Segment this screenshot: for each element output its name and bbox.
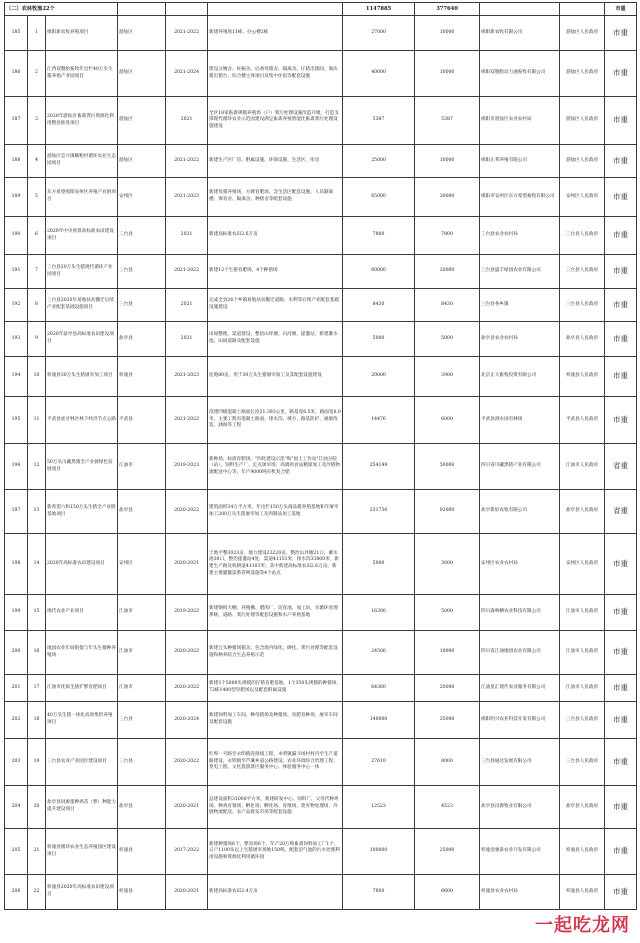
project-owner: 三台县盛丰绿园农业有限公司 xyxy=(480,255,560,289)
row-number: 199 xyxy=(5,595,28,631)
project-period: 2021-2022 xyxy=(166,397,208,444)
plan-investment: 10000 xyxy=(415,145,480,178)
table-row xyxy=(5,534,637,595)
project-period: 2020-2022 xyxy=(166,490,208,534)
project-content: 新建高标准农田2.6万亩 xyxy=(208,217,343,255)
project-area: 三台县 xyxy=(118,217,166,255)
section-total-investment: 1147885 xyxy=(343,3,415,16)
project-content: 新建万头种猪场猪舍、包含场内绿化、硬化、粪污处理等配套设施和种养结合生态养殖示范 xyxy=(208,631,343,675)
total-investment: 27610 xyxy=(343,739,415,786)
project-content: 新建高标准农田2.4万亩 xyxy=(208,875,343,910)
total-investment: 65000 xyxy=(343,178,415,217)
project-owner: 绵阳正邦养殖有限公司 xyxy=(480,145,560,178)
project-area: 游仙区 xyxy=(118,16,166,51)
row-sub-number: 13 xyxy=(28,490,46,534)
project-owner: 三台县各乡镇 xyxy=(480,289,560,322)
total-investment: 64360 xyxy=(343,675,415,702)
project-level: 市重 xyxy=(605,875,637,910)
project-period: 2021-2022 xyxy=(166,255,208,289)
project-name: 梓潼县循环农业生态养殖园区建设项目 xyxy=(46,829,118,875)
table-row xyxy=(5,289,637,322)
section-level: 市重 xyxy=(605,3,637,16)
responsible-unit: 平武县人民政府 xyxy=(560,397,605,444)
project-content: 新建种猪场6个、繁育场6个、年产20万吨畜禽饲料加工厂1个，日产1100头以上生猪屠宰场地150吨，配套沼气池的污水处理利用设施和资源化利用循环园 xyxy=(208,829,343,875)
responsible-unit: 江油市人民政府 xyxy=(560,595,605,631)
table-row xyxy=(5,217,637,255)
total-investment: 16300 xyxy=(343,595,415,631)
row-number: 194 xyxy=(5,357,28,397)
project-name: 新希望六和150万头生猪全产业链基地项目 xyxy=(46,490,118,534)
project-period: 2019-2022 xyxy=(166,595,208,631)
project-area: 三台县 xyxy=(118,289,166,322)
project-level: 市重 xyxy=(605,534,637,595)
project-content: 总建设面积31000平方米，新建研发中心、饲料厂、父母代种鸡场、种鸡育雏场、孵化场、孵化场、育维场、废弃物处理场，冷链物流配送、农产品批发市场等配套设施 xyxy=(208,786,343,829)
project-level: 省重 xyxy=(605,444,637,490)
plan-investment: 92000 xyxy=(415,490,480,534)
row-number: 205 xyxy=(5,829,28,875)
project-owner: 四川省江油地园农业有限公司 xyxy=(480,631,560,675)
responsible-unit: 江油市人民政府 xyxy=(560,631,605,675)
row-sub-number: 17 xyxy=(28,675,46,702)
total-investment: 27000 xyxy=(343,16,415,51)
table-row xyxy=(5,490,637,534)
project-period: 2020-2021 xyxy=(166,786,208,829)
table-row xyxy=(5,322,637,357)
table-row xyxy=(5,739,637,786)
total-investment: 231750 xyxy=(343,490,415,534)
project-table xyxy=(4,2,637,910)
project-level: 市重 xyxy=(605,289,637,322)
project-period: 2020-2022 xyxy=(166,675,208,702)
plan-investment: 3000 xyxy=(415,534,480,595)
table-row xyxy=(5,786,637,829)
plan-investment: 20000 xyxy=(415,255,480,289)
project-name: 2020年盐亭县高标准农田建设项目 xyxy=(46,322,118,357)
project-owner: 三台县通达发展有限公司 xyxy=(480,739,560,786)
row-sub-number: 5 xyxy=(28,178,46,217)
project-level: 市重 xyxy=(605,357,637,397)
row-number: 206 xyxy=(5,875,28,910)
project-area: 盐亭县 xyxy=(118,322,166,357)
project-period: 2017-2022 xyxy=(166,829,208,875)
row-number: 185 xyxy=(5,16,28,51)
project-owner: 绵阳明兴农业科技开发有限公司 xyxy=(480,702,560,739)
row-number: 190 xyxy=(5,217,28,255)
project-level: 市重 xyxy=(605,97,637,145)
project-name: 江西双胞胎畜牧年出栏40万头生猪养殖产业园项目 xyxy=(46,51,118,97)
project-owner: 梓潼金驰泰农业开发有限公司 xyxy=(480,829,560,875)
project-level: 市重 xyxy=(605,217,637,255)
responsible-unit: 游仙区人民政府 xyxy=(560,145,605,178)
plan-investment: 50000 xyxy=(415,444,480,490)
row-number: 188 xyxy=(5,145,28,178)
plan-investment: 10000 xyxy=(415,631,480,675)
responsible-unit: 三台县人民政府 xyxy=(560,289,605,322)
row-number: 196 xyxy=(5,444,28,490)
project-period: 2020-2022 xyxy=(166,739,208,786)
table-row xyxy=(5,357,637,397)
plan-investment: 10000 xyxy=(415,51,480,97)
section-header-row xyxy=(5,3,637,16)
project-area: 江油市 xyxy=(118,675,166,702)
project-owner: 绵阳双胞胎动力通畜牧有限公司 xyxy=(480,51,560,97)
responsible-unit: 盐亭县人民政府 xyxy=(560,322,605,357)
plan-investment: 25000 xyxy=(415,829,480,875)
project-owner: 绵阳新农牧有限公司 xyxy=(480,16,560,51)
project-area: 三台县 xyxy=(118,739,166,786)
total-investment: 100000 xyxy=(343,829,415,875)
project-name: 东方希望绵阳安州区养殖产业链项目 xyxy=(46,178,118,217)
row-sub-number: 21 xyxy=(28,829,46,875)
project-owner: 三台县农业农村局 xyxy=(480,217,560,255)
plan-investment: 5387 xyxy=(415,97,480,145)
plan-investment: 10000 xyxy=(415,16,480,51)
total-investment: 40000 xyxy=(343,51,415,97)
responsible-unit: 三台县人民政府 xyxy=(560,739,605,786)
project-content: 红埠一号路至永明镇连接线工程、永明镇漏斗场村村内至生产道路建设、永明镇至芦溪乡道公路建设、农业环境综合治理工程、变电工程、文化旅游景区服务中心、体验服务中心一体 xyxy=(208,739,343,786)
responsible-unit: 安州区人民政府 xyxy=(560,178,605,217)
responsible-unit: 江油市人民政府 xyxy=(560,675,605,702)
project-period: 2020-2021 xyxy=(166,875,208,910)
project-owner: 四川森林栖农业科技有限公司 xyxy=(480,595,560,631)
total-investment: 254149 xyxy=(343,444,415,490)
project-period: 2021-2023 xyxy=(166,178,208,217)
project-period: 2021-2024 xyxy=(166,51,208,97)
row-number: 202 xyxy=(5,702,28,739)
total-investment: 7800 xyxy=(343,217,415,255)
project-area: 安州区 xyxy=(118,534,166,595)
responsible-unit: 游仙区人民政府 xyxy=(560,51,605,97)
project-period: 2021 xyxy=(166,289,208,322)
project-level: 市重 xyxy=(605,255,637,289)
project-owner: 盐亭县汉源牧业有限公司 xyxy=(480,786,560,829)
project-content: 新建养殖场11栋、办公楼2栋 xyxy=(208,16,343,51)
total-investment: 8430 xyxy=(343,289,415,322)
project-area: 盐亭县 xyxy=(118,786,166,829)
table-row xyxy=(5,875,637,910)
row-number: 201 xyxy=(5,675,28,702)
table-row xyxy=(5,444,637,490)
watermark-logo xyxy=(535,911,630,937)
project-content: 建设分娩舍、妊娠舍、后备母猪舍、隔离舍、仔猪出猪间、淘汰猪出猪台，综合楼主体项目及集中住宿等配套设施 xyxy=(208,51,343,97)
table-row xyxy=(5,255,637,289)
row-number: 189 xyxy=(5,178,28,217)
row-number: 203 xyxy=(5,739,28,786)
row-sub-number: 8 xyxy=(28,289,46,322)
project-content: 建筑面积34万平方米，年出栏150万头商品猪养殖基地和年屠宰加工200万头生猪屠宰加工及肉制品加工基地 xyxy=(208,490,343,534)
row-sub-number: 9 xyxy=(28,322,46,357)
responsible-unit: 梓潼县人民政府 xyxy=(560,875,605,910)
plan-investment: 7800 xyxy=(415,217,480,255)
row-sub-number: 7 xyxy=(28,255,46,289)
project-period: 2020-2024 xyxy=(166,702,208,739)
project-area: 江油市 xyxy=(118,444,166,490)
row-number: 187 xyxy=(5,97,28,145)
responsible-unit: 江油市人民政府 xyxy=(560,444,605,490)
project-name: 地园农业年间银提与年头生猪种养殖场 xyxy=(46,631,118,675)
responsible-unit: 梓潼县人民政府 xyxy=(560,357,605,397)
project-name: 三台县农业产业园区建设项目 xyxy=(46,739,118,786)
table-row xyxy=(5,97,637,145)
project-owner: 梓潼县农业农村局 xyxy=(480,875,560,910)
project-name: 50万头川藏黑猪全产业链绿色发展项目 xyxy=(46,444,118,490)
responsible-unit: 三台县人民政府 xyxy=(560,217,605,255)
project-owner: 安州区农业农村局 xyxy=(480,534,560,595)
responsible-unit: 盐亭县人民政府 xyxy=(560,490,605,534)
project-period: 2021-2022 xyxy=(166,145,208,178)
project-area: 平武县 xyxy=(118,397,166,444)
plan-investment: 6000 xyxy=(415,397,480,444)
section-plan-investment: 377640 xyxy=(415,3,480,16)
plan-investment: 3900 xyxy=(415,357,480,397)
row-sub-number: 12 xyxy=(28,444,46,490)
plan-investment: 5000 xyxy=(415,595,480,631)
plan-investment: 25000 xyxy=(415,702,480,739)
project-content: 完成全县26个乡镇易地扶贫搬迁道路、水利等后续产业配套基础设施建设 xyxy=(208,289,343,322)
project-content: 全区18家畜禽规模养殖场（户）粪污处理设施改造升级，打造支撑现代循环农业示范园建设满足畜禽养殖智能化畜禽粪污处理设施建设 xyxy=(208,97,343,145)
project-period: 2021-2022 xyxy=(166,16,208,51)
project-level: 市重 xyxy=(605,16,637,51)
total-investment: 24500 xyxy=(343,631,415,675)
project-content: 新建钢构大棚、养殖棚、腊肉厂、培育池、加工坊、水循环处理系统、道路、粪污处理等配套设施和水产养殖基地 xyxy=(208,595,343,631)
project-name: 江油市优质生猪扩繁育肥项目 xyxy=(46,675,118,702)
project-name: 三台县2020年易地扶贫搬迁后续产业配套基础设施项目 xyxy=(46,289,118,322)
plan-investment: 6600 xyxy=(415,875,480,910)
row-number: 198 xyxy=(5,534,28,595)
responsible-unit: 三台县人民政府 xyxy=(560,255,605,289)
row-sub-number: 2 xyxy=(28,51,46,97)
project-name: 游仙区忠兴镇稀粕村循环农业生态园项目 xyxy=(46,145,118,178)
row-sub-number: 22 xyxy=(28,875,46,910)
row-sub-number: 16 xyxy=(28,631,46,675)
project-level: 市重 xyxy=(605,739,637,786)
project-content: 新种场、标准育肥场、"四化建设示范"和"国土工作站"江油分院（站）、饲料生产厂、定点屠宰场、高端肉食品精深加工及冷链物流配送中心等，年产9000吨有机复合肥 xyxy=(208,444,343,490)
project-name: 梓潼县2020年高标准农田建设项目 xyxy=(46,875,118,910)
row-sub-number: 14 xyxy=(28,534,46,595)
plan-investment: 30000 xyxy=(415,178,480,217)
section-title: （二）农林牧渔22个 xyxy=(5,3,118,16)
project-area: 梓潼县 xyxy=(118,875,166,910)
table-row xyxy=(5,145,637,178)
project-level: 市重 xyxy=(605,145,637,178)
project-level: 市重 xyxy=(605,631,637,675)
project-owner: 北京正大畜牧投资有限公司 xyxy=(480,357,560,397)
project-name: 2020年游仙区畜禽粪污资源化利用整县推进项目 xyxy=(46,97,118,145)
project-owner: 绵阳市安州区东方希望畜牧有限公司 xyxy=(480,178,560,217)
project-period: 2021 xyxy=(166,217,208,255)
project-level: 市重 xyxy=(605,178,637,217)
project-area: 江油市 xyxy=(118,631,166,675)
project-name: 平武县虎牙林区林下经济节点公路 xyxy=(46,397,118,444)
project-owner: 盐亭新好农牧有限公司 xyxy=(480,490,560,534)
total-investment: 20000 xyxy=(343,357,415,397)
project-name: 2020年中央预算高标准农田建设项目 xyxy=(46,217,118,255)
project-owner: 江油星汇现代农业服务有限公司 xyxy=(480,675,560,702)
table-row xyxy=(5,51,637,97)
responsible-unit: 三台县人民政府 xyxy=(560,702,605,739)
project-area: 江油市 xyxy=(118,595,166,631)
project-content: 新建母猪养殖场，方碑育肥场、含生活区配套设施、人员隔离楼、保育舍、隔离舍、种猪舍等配套设施 xyxy=(208,178,343,217)
project-period: 2020-2021 xyxy=(166,534,208,595)
project-name: 盐亭县饲源蛋种鸡苗（繁）种能力提升建设项目 xyxy=(46,786,118,829)
project-name: 2020年高标准农田建设项目 xyxy=(46,534,118,595)
project-name: 三台县20万头生猪现代循环产业园项目 xyxy=(46,255,118,289)
project-area: 游仙区 xyxy=(118,51,166,97)
project-owner: 四川省川藏黑猪产业有限公司 xyxy=(480,444,560,490)
total-investment: 5000 xyxy=(343,534,415,595)
row-sub-number: 10 xyxy=(28,357,46,397)
row-sub-number: 3 xyxy=(28,97,46,145)
project-name: 梓潼县30万头生猪屠宰加工项目 xyxy=(46,357,118,397)
row-sub-number: 20 xyxy=(28,786,46,829)
plan-investment: 5000 xyxy=(415,322,480,357)
project-level: 市重 xyxy=(605,702,637,739)
project-level: 市重 xyxy=(605,675,637,702)
project-period: 2021-2023 xyxy=(166,357,208,397)
project-level: 市重 xyxy=(605,829,637,875)
project-content: 新建生产区厂房、附属设施、环保设施、生活区、库房 xyxy=(208,145,343,178)
project-level: 市重 xyxy=(605,51,637,97)
project-level: 市重 xyxy=(605,397,637,444)
table-row xyxy=(5,178,637,217)
row-sub-number: 4 xyxy=(28,145,46,178)
table-row xyxy=(5,16,637,51)
project-name: 现代农业产业项目 xyxy=(46,595,118,631)
total-investment: 14476 xyxy=(343,397,415,444)
row-sub-number: 11 xyxy=(28,397,46,444)
responsible-unit: 盐亭县人民政府 xyxy=(560,786,605,829)
project-period: 2019-2023 xyxy=(166,444,208,490)
project-content: 征地80亩，用于30万头生猪屠宰加工及其配套设施建设 xyxy=(208,357,343,397)
plan-investment: 8430 xyxy=(415,289,480,322)
total-investment: 140000 xyxy=(343,702,415,739)
project-area: 三台县 xyxy=(118,255,166,289)
project-level: 市重 xyxy=(605,595,637,631)
plan-investment: 8000 xyxy=(415,739,480,786)
table-row xyxy=(5,595,637,631)
responsible-unit: 游仙区人民政府 xyxy=(560,97,605,145)
project-period: 2021 xyxy=(166,322,208,357)
total-investment: 5387 xyxy=(343,97,415,145)
total-investment: 5000 xyxy=(343,322,415,357)
plan-investment: 4523 xyxy=(415,786,480,829)
total-investment: 60000 xyxy=(343,255,415,289)
row-number: 192 xyxy=(5,289,28,322)
project-owner: 平武县泗水国有林场 xyxy=(480,397,560,444)
project-area: 游仙区 xyxy=(118,145,166,178)
row-sub-number: 18 xyxy=(28,702,46,739)
project-area: 安州区 xyxy=(118,178,166,217)
project-area: 三台县 xyxy=(118,702,166,739)
table-row xyxy=(5,397,637,444)
project-content: 新建3个5000头规模的仔猪育肥基地，1个350头规模的种猪场、72栋1400型育肥场以及配套附属设施 xyxy=(208,675,343,702)
table-row xyxy=(5,702,637,739)
row-number: 200 xyxy=(5,631,28,675)
project-owner: 盐亭县农业农村局 xyxy=(480,322,560,357)
project-content: 新建12个生猪育肥场、4个种猪场 xyxy=(208,255,343,289)
project-owner: 绵阳市游仙区农业农村局 xyxy=(480,97,560,145)
project-level: 市重 xyxy=(605,786,637,829)
row-number: 191 xyxy=(5,255,28,289)
project-area: 盐亭县 xyxy=(118,490,166,534)
watermark-title: 一起吃龙网 xyxy=(535,915,630,936)
total-investment: 7600 xyxy=(343,875,415,910)
project-level: 市重 xyxy=(605,322,637,357)
total-investment: 25000 xyxy=(343,145,415,178)
project-level: 省重 xyxy=(605,490,637,534)
project-area: 梓潼县 xyxy=(118,829,166,875)
table-row xyxy=(5,631,637,675)
row-sub-number: 15 xyxy=(28,595,46,631)
row-number: 186 xyxy=(5,51,28,97)
row-sub-number: 6 xyxy=(28,217,46,255)
responsible-unit: 梓潼县人民政府 xyxy=(560,829,605,875)
total-investment: 12523 xyxy=(343,786,415,829)
row-number: 204 xyxy=(5,786,28,829)
responsible-unit: 游仙区人民政府 xyxy=(560,16,605,51)
row-number: 195 xyxy=(5,397,28,444)
project-period: 2020-2022 xyxy=(166,631,208,675)
row-number: 197 xyxy=(5,490,28,534)
project-area: 游仙区 xyxy=(118,97,166,145)
project-name: 40万头生猪一体化高效集约养殖项目 xyxy=(46,702,118,739)
table-row xyxy=(5,675,637,702)
responsible-unit: 安州区人民政府 xyxy=(560,534,605,595)
row-sub-number: 19 xyxy=(28,739,46,786)
project-content: 田间整理、渠道建设、整治山坪塘、石河堰、提灌站、新建蓄水池、田间道路及配套设施 xyxy=(208,322,343,357)
project-content: 改建四级混凝土路面长度21.393公里，路基宽6.5米，路面宽6.0米，主要工程有混凝土路面、排水沟、填方、路基防护、涵洞改造、涵洞等工程 xyxy=(208,397,343,444)
table-row xyxy=(5,829,637,875)
project-area: 梓潼县 xyxy=(118,357,166,397)
plan-investment: 20000 xyxy=(415,675,480,702)
project-period: 2021 xyxy=(166,97,208,145)
project-name: 绵阳新农牧养殖项目 xyxy=(46,16,118,51)
project-content: 土地平整3023亩，地力建设23220亩，整治山坪塘21口，蓄水池30口，整治提灌站4处，渠道41151米，排水沟33800米，新建生产路及机耕道41103米；其中新建高标准农田2.6万亩，新建主要灌溉渠系管网设施等4个站点 xyxy=(208,534,343,595)
row-sub-number: 1 xyxy=(28,16,46,51)
row-number: 193 xyxy=(5,322,28,357)
project-content: 新建饲料加工车间、种母猪场及种猪场、育肥育种场，屠宰车间及配套设施 xyxy=(208,702,343,739)
